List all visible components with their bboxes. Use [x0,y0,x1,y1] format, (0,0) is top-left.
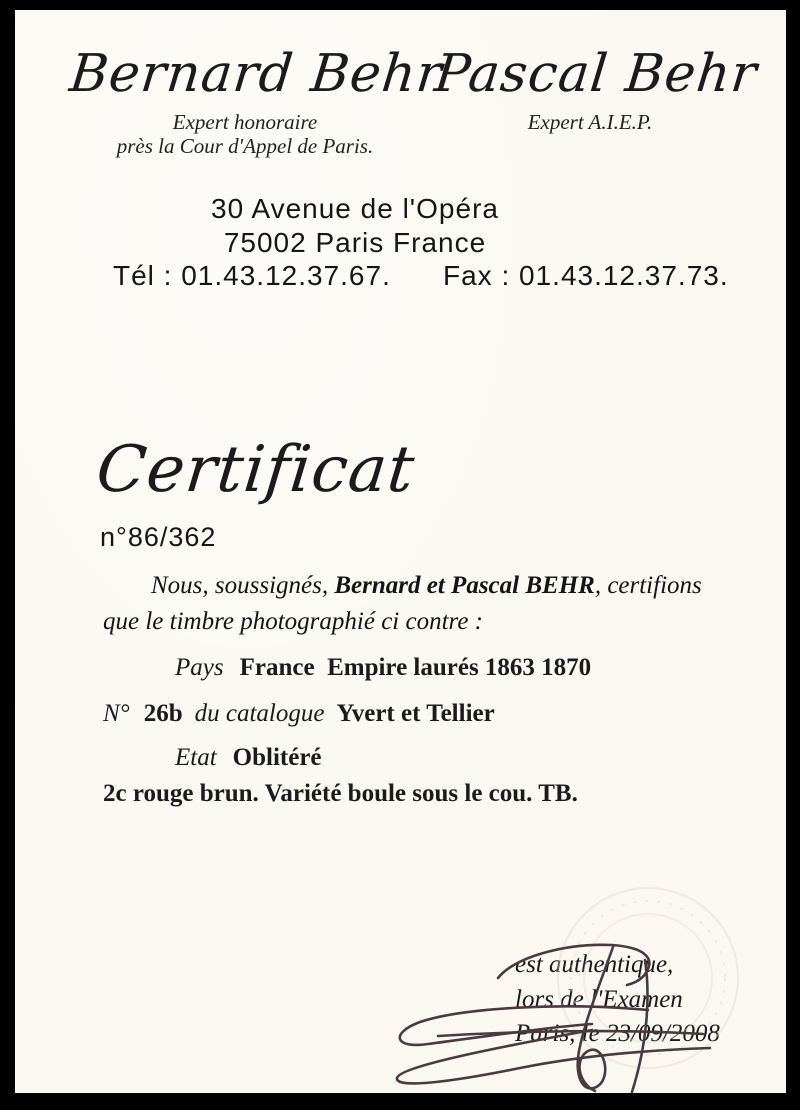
address-line2: 75002 Paris France [223,227,487,259]
stamp-description-text: 2c rouge brun. Variété boule sous le cou. TB. [103,780,578,807]
closing-line2: lors de l'Examen [515,985,683,1013]
fax-number: Fax : 01.43.12.37.73. [443,260,729,291]
field-numero [103,700,495,728]
field-pays [175,654,591,682]
field-pays-label: Pays [175,654,224,681]
statement-line1 [103,568,743,604]
expert-pascal-block [431,44,761,134]
address-line1: 30 Avenue de l'Opéra [211,193,499,224]
closing-block [515,948,720,1052]
closing-line1: est authentique, [515,951,674,978]
expert-pascal-title: Expert A.I.E.P. [527,110,653,134]
expert-pascal-name: Pascal Behr [431,44,761,104]
expert-bernard-block [66,44,446,159]
field-etat [175,744,322,772]
field-pays-value: France Empire laurés 1863 1870 [239,654,592,681]
address-block [100,192,610,260]
statement-suffix: , certifions [594,572,702,599]
statement-line2: que le timbre photographié ci contre : [103,607,484,635]
certificate-number: n°86/362 [100,522,217,552]
expert-bernard-title-line1: Expert honoraire [172,110,318,134]
field-numero-value: 26b [143,700,183,727]
expert-bernard-name: Bernard Behr [66,44,446,104]
statement-prefix: Nous, soussignés, [151,572,335,599]
field-catalogue-value: Yvert et Tellier [336,700,495,727]
statement-names: Bernard et Pascal BEHR [334,572,595,599]
stamp-description [103,780,578,808]
field-etat-value: Oblitéré [232,744,322,771]
field-catalogue-label: du catalogue [194,700,325,727]
statement-paragraph [103,568,743,639]
closing-line3: Paris, le 23/09/2008 [515,1020,720,1047]
field-etat-label: Etat [175,744,217,771]
expert-bernard-title-line2: près la Cour d'Appel de Paris. [116,134,374,159]
certificate-title: Certificat [93,433,419,507]
certificate-paper [15,10,786,1093]
phone-number: Tél : 01.43.12.37.67. [113,260,391,291]
field-numero-label: N° [103,700,130,727]
